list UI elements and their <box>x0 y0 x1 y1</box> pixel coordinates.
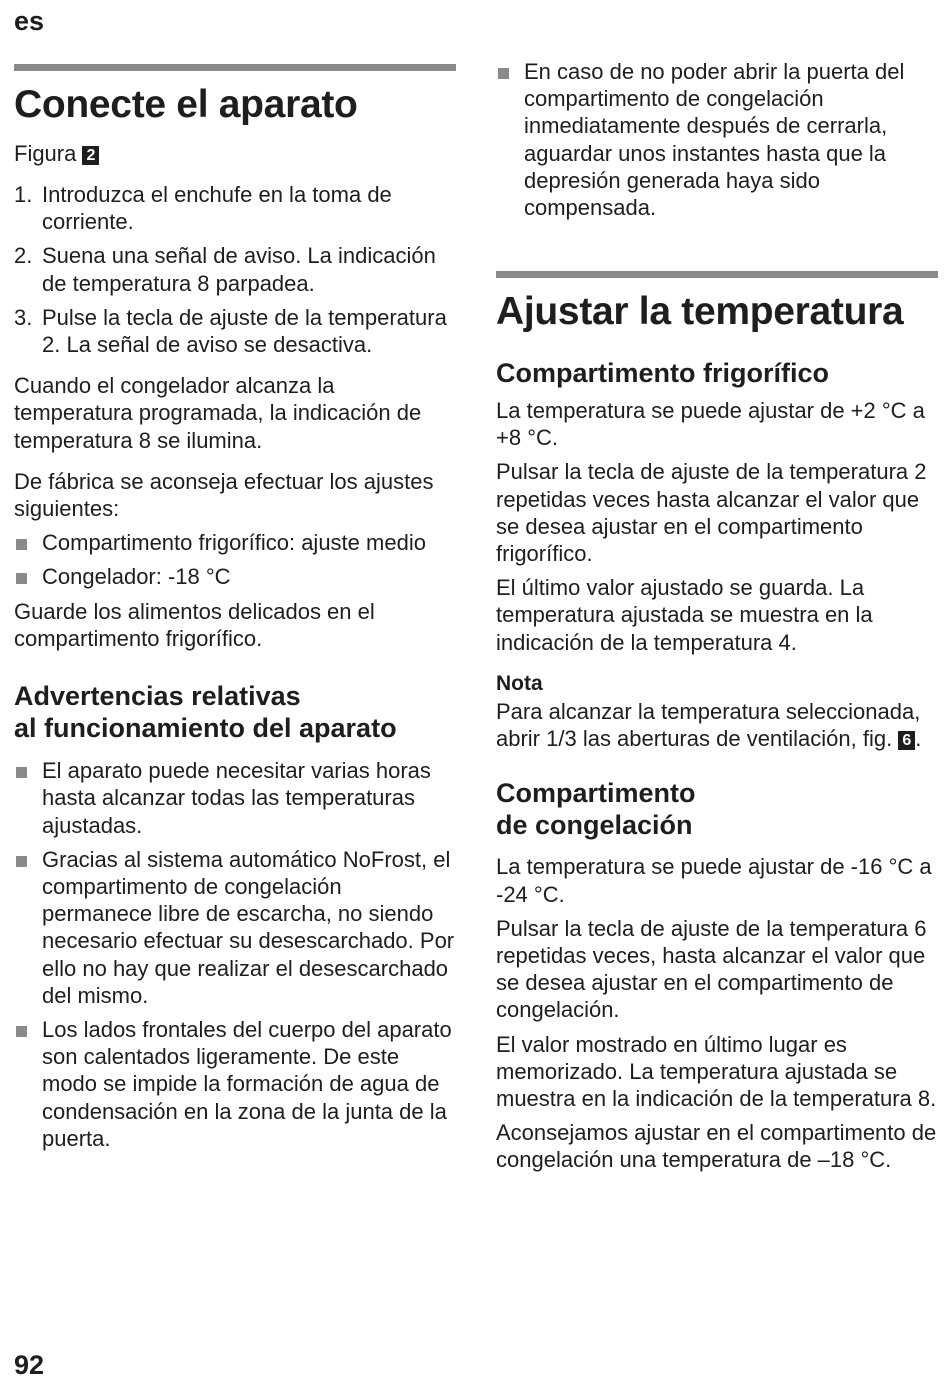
bullet-square-icon <box>16 1026 27 1037</box>
step-item <box>14 304 456 358</box>
section-rule <box>14 64 456 71</box>
paragraph: Pulsar la tecla de ajuste de la temperatura 6 repetidas veces, hasta alcanzar el valor que se desea ajustar en el compartimento de congelación. <box>496 915 927 1023</box>
subsection-title-freezer <box>496 777 938 841</box>
step-item <box>14 181 456 235</box>
paragraph: La temperatura se puede ajustar de -16 °C a -24 °C. <box>496 854 932 907</box>
figure-number-badge: 2 <box>82 146 99 165</box>
step-text: Suena una señal de aviso. La indicación de temperatura 8 parpadea. <box>42 243 436 296</box>
paragraph: De fábrica se aconseja efectuar los ajustes siguientes: <box>14 468 434 522</box>
section-title-connect: Conecte el aparato <box>14 83 358 126</box>
title-line: Advertencias relativas <box>14 681 301 712</box>
title-line: al funcionamiento del aparato <box>14 713 397 744</box>
list-item <box>14 563 456 590</box>
section-title-temperature: Ajustar la temperatura <box>496 290 904 334</box>
list-item <box>14 757 456 839</box>
page-number: 92 <box>14 1350 45 1380</box>
step-number: 1. <box>14 182 33 208</box>
steps-list <box>14 181 456 358</box>
step-text: Introduzca el enchufe en la toma de corriente. <box>42 182 392 235</box>
title-line: Compartimento <box>496 778 696 809</box>
list-item-text: Compartimento frigorífico: ajuste medio <box>42 530 426 556</box>
note-body: Para alcanzar la temperatura seleccionada, abrir 1/3 las aberturas de ventilación, fig. <box>496 698 921 752</box>
step-number: 2. <box>14 243 33 269</box>
list-item <box>14 1016 456 1152</box>
language-label: es <box>14 6 45 36</box>
note-text <box>496 698 938 752</box>
figure-label: Figura <box>14 140 77 166</box>
subsection-title-fridge: Compartimento frigorífico <box>496 358 830 389</box>
title-line: de congelación <box>496 810 693 841</box>
warnings-list <box>14 757 456 1152</box>
section-rule <box>496 271 938 278</box>
paragraph: El último valor ajustado se guarda. La temperatura ajustada se muestra en la indicación de la temperatura 4. <box>496 575 873 655</box>
list-item-text: Los lados frontales del cuerpo del aparato son calentados ligeramente. De este modo se impide la formación de agua de condensación en la zona de la junta de la puerta. <box>42 1016 452 1151</box>
bullet-square-icon <box>16 573 27 584</box>
figure-reference <box>14 140 456 167</box>
paragraph: La temperatura se puede ajustar de +2 °C a +8 °C. <box>496 398 925 451</box>
note-end: . <box>915 726 922 752</box>
left-column <box>14 0 456 1152</box>
note-title: Nota <box>496 671 543 695</box>
figure-number-badge: 6 <box>898 731 915 750</box>
paragraph: El valor mostrado en último lugar es memorizado. La temperatura ajustada se muestra en la indicación de la temperatura 8. <box>496 1031 937 1111</box>
step-item <box>14 242 456 296</box>
list-item-text: El aparato puede necesitar varias horas hasta alcanzar todas las temperaturas ajustadas. <box>42 758 431 838</box>
bullet-square-icon <box>16 856 27 867</box>
bullet-square-icon <box>498 68 509 79</box>
paragraph: Aconsejamos ajustar en el compartimento de congelación una temperatura de –18 °C. <box>496 1120 937 1173</box>
paragraph: Guarde los alimentos delicados en el compartimento frigorífico. <box>14 598 375 651</box>
list-item-text: En caso de no poder abrir la puerta del compartimento de congelación inmediatamente después de cerrarla, aguardar unos instantes hasta que la depresión generada haya sido compensada. <box>524 59 905 221</box>
list-item-text: Gracias al sistema automático NoFrost, el compartimento de congelación permanece libre de escarcha, no siendo necesario efectuar su desescarchado. Por ello no hay que realizar el desescarchado del mismo. <box>42 846 455 1008</box>
paragraph: Cuando el congelador alcanza la temperatura programada, la indicación de temperatura 8 se ilumina. <box>14 373 422 453</box>
paragraph: Pulsar la tecla de ajuste de la temperatura 2 repetidas veces hasta alcanzar el valor que se desea ajustar en el compartimento frigorífico. <box>496 459 927 567</box>
step-number: 3. <box>14 304 33 330</box>
bullet-square-icon <box>16 539 27 550</box>
list-item <box>14 529 456 556</box>
settings-list <box>14 529 456 590</box>
list-item-text: Congelador: -18 °C <box>42 564 231 590</box>
subsection-title-warnings <box>14 680 456 744</box>
step-text: Pulse la tecla de ajuste de la temperatura 2. La señal de aviso se desactiva. <box>42 304 447 358</box>
list-item <box>496 58 938 221</box>
list-item <box>14 846 456 1009</box>
bullet-square-icon <box>16 767 27 778</box>
right-column <box>496 0 938 1174</box>
